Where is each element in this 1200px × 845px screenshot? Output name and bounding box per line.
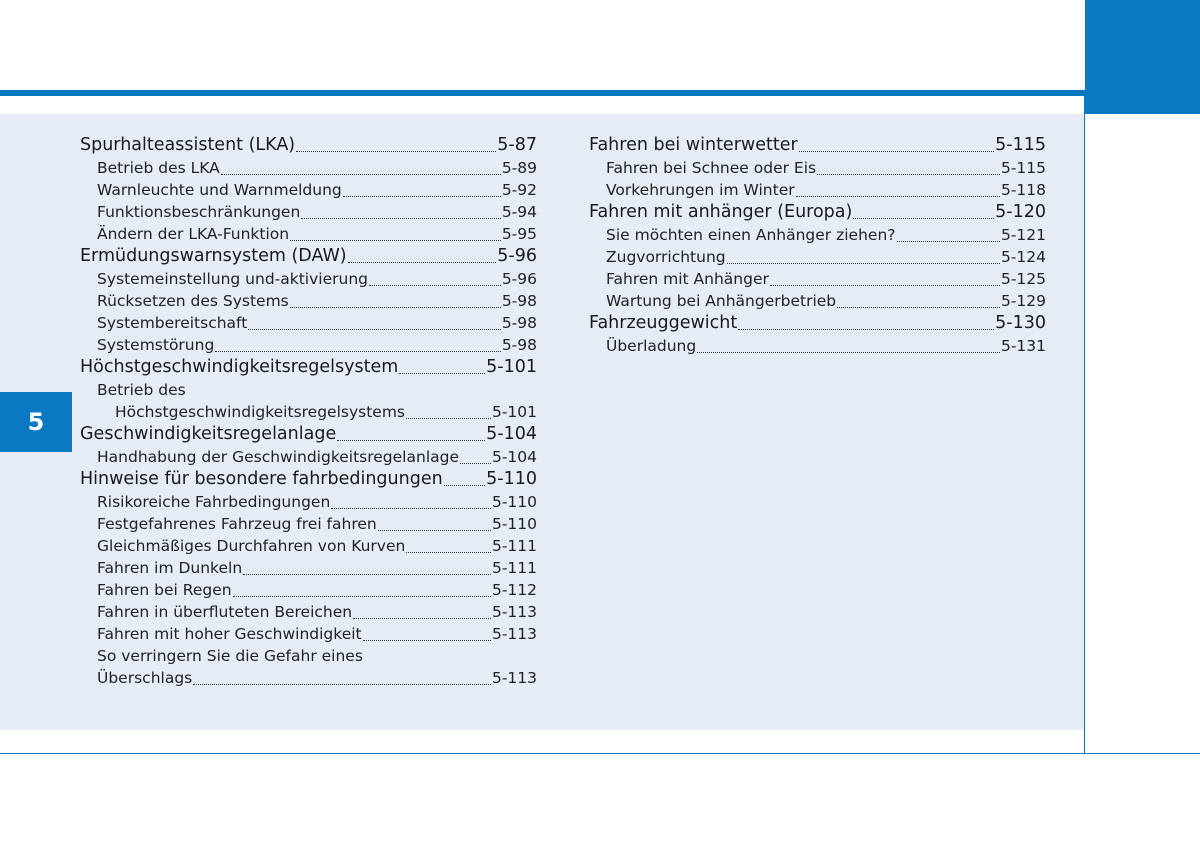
toc-entry-title: Funktionsbeschränkungen bbox=[97, 203, 301, 221]
toc-page-number: 5-115 bbox=[1000, 159, 1046, 177]
toc-entry-title: Warnleuchte und Warnmeldung bbox=[97, 181, 342, 199]
toc-entry-title: Geschwindigkeitsregelanlage bbox=[80, 424, 337, 444]
toc-page-number: 5-113 bbox=[491, 669, 537, 687]
dot-leader bbox=[363, 639, 491, 641]
dot-leader bbox=[248, 328, 501, 330]
dot-leader bbox=[301, 217, 501, 219]
toc-entry-title: Fahren mit hoher Geschwindigkeit bbox=[97, 625, 362, 643]
toc-page-number: 5-104 bbox=[491, 448, 537, 466]
toc-subsection-entry[interactable] bbox=[80, 623, 537, 645]
dot-leader bbox=[343, 195, 501, 197]
toc-subsection-entry[interactable] bbox=[80, 535, 537, 557]
dot-leader bbox=[337, 439, 485, 441]
toc-entry-title: Vorkehrungen im Winter bbox=[606, 181, 795, 199]
dot-leader bbox=[770, 284, 1000, 286]
toc-entry-title: Gleichmäßiges Durchfahren von Kurven bbox=[97, 537, 406, 555]
toc-page-number: 5-96 bbox=[497, 246, 537, 266]
dot-leader bbox=[817, 173, 1000, 175]
toc-subsection-entry[interactable] bbox=[80, 268, 537, 290]
toc-subsection-entry[interactable] bbox=[80, 491, 537, 513]
toc-page-number: 5-104 bbox=[486, 424, 537, 444]
dot-leader bbox=[460, 462, 491, 464]
toc-entry-title: Ermüdungswarnsystem (DAW) bbox=[80, 246, 347, 266]
margin-divider bbox=[1084, 96, 1085, 754]
toc-subsection-entry[interactable] bbox=[80, 667, 537, 689]
toc-entry-title: Höchstgeschwindigkeitsregelsystem bbox=[80, 357, 399, 377]
chapter-header-block bbox=[1085, 0, 1200, 114]
toc-page-number: 5-89 bbox=[501, 159, 537, 177]
dot-leader bbox=[193, 683, 491, 685]
toc-subsection-entry[interactable] bbox=[80, 334, 537, 356]
toc-entry-title: Überladung bbox=[606, 337, 697, 355]
toc-subsection-entry[interactable] bbox=[80, 157, 537, 179]
toc-subsection-entry[interactable] bbox=[80, 601, 537, 623]
toc-subsection-entry[interactable] bbox=[80, 201, 537, 223]
toc-page-number: 5-101 bbox=[486, 357, 537, 377]
dot-leader bbox=[444, 484, 485, 486]
dot-leader bbox=[799, 150, 994, 152]
toc-entry-title: Systemstörung bbox=[97, 336, 215, 354]
toc-page-number: 5-98 bbox=[501, 336, 537, 354]
dot-leader bbox=[290, 239, 501, 241]
toc-page-number: 5-125 bbox=[1000, 270, 1046, 288]
dot-leader bbox=[406, 551, 491, 553]
toc-section-entry[interactable] bbox=[589, 134, 1046, 157]
toc-subsection-entry[interactable] bbox=[80, 446, 537, 468]
toc-subsection-entry[interactable] bbox=[80, 223, 537, 245]
toc-page-number: 5-124 bbox=[1000, 248, 1046, 266]
toc-page-number: 5-110 bbox=[491, 515, 537, 533]
dot-leader bbox=[378, 529, 491, 531]
toc-entry-title: Fahrzeuggewicht bbox=[589, 313, 738, 333]
chapter-tab: 5 bbox=[0, 392, 72, 452]
toc-subsection-entry[interactable] bbox=[589, 157, 1046, 179]
toc-page-number: 5-129 bbox=[1000, 292, 1046, 310]
toc-subsection-entry[interactable] bbox=[80, 312, 537, 334]
dot-leader bbox=[296, 150, 496, 152]
toc-page-number: 5-130 bbox=[995, 313, 1046, 333]
toc-subsection-entry[interactable] bbox=[589, 335, 1046, 357]
toc-page-number: 5-131 bbox=[1000, 337, 1046, 355]
toc-page-number: 5-98 bbox=[501, 292, 537, 310]
toc-page-number: 5-120 bbox=[995, 202, 1046, 222]
dot-leader bbox=[897, 240, 1000, 242]
toc-entry-title: Spurhalteassistent (LKA) bbox=[80, 135, 296, 155]
toc-subsection-entry[interactable] bbox=[589, 268, 1046, 290]
toc-subsection-entry[interactable] bbox=[589, 224, 1046, 246]
dot-leader bbox=[697, 351, 1000, 353]
toc-entry-title: Hinweise für besondere fahrbedingungen bbox=[80, 469, 443, 489]
toc-page-number: 5-98 bbox=[501, 314, 537, 332]
dot-leader bbox=[331, 507, 491, 509]
dot-leader bbox=[233, 595, 491, 597]
toc-page-number: 5-110 bbox=[486, 469, 537, 489]
toc-page-number: 5-112 bbox=[491, 581, 537, 599]
toc-subsection-entry[interactable] bbox=[80, 401, 537, 423]
toc-section-entry[interactable] bbox=[80, 423, 537, 446]
toc-page-number: 5-96 bbox=[501, 270, 537, 288]
toc-section-entry[interactable] bbox=[80, 245, 537, 268]
toc-entry-title: Risikoreiche Fahrbedingungen bbox=[97, 493, 331, 511]
toc-entry-heading-continued[interactable]: Betrieb des bbox=[97, 381, 186, 399]
margin-panel bbox=[1085, 114, 1200, 730]
footer-rule bbox=[0, 753, 1200, 754]
toc-entry-title: Sie möchten einen Anhänger ziehen? bbox=[606, 226, 896, 244]
dot-leader bbox=[399, 372, 485, 374]
toc-subsection-entry[interactable] bbox=[589, 179, 1046, 201]
toc-entry-title: Zugvorrichtung bbox=[606, 248, 726, 266]
toc-page-number: 5-94 bbox=[501, 203, 537, 221]
dot-leader bbox=[727, 262, 1000, 264]
toc-page-number: 5-115 bbox=[995, 135, 1046, 155]
toc-entry-title: Handhabung der Geschwindigkeitsregelanlage bbox=[97, 448, 459, 466]
toc-entry-title: Wartung bei Anhängerbetrieb bbox=[606, 292, 837, 310]
toc-entry-title: Systembereitschaft bbox=[97, 314, 248, 332]
toc-entry-title: Überschlags bbox=[97, 669, 193, 687]
toc-entry-title: Fahren mit anhänger (Europa) bbox=[589, 202, 853, 222]
toc-subsection-entry[interactable] bbox=[589, 290, 1046, 312]
toc-entry-heading-continued[interactable]: So verringern Sie die Gefahr eines bbox=[97, 647, 363, 665]
toc-page-number: 5-92 bbox=[501, 181, 537, 199]
header-bar bbox=[0, 90, 1085, 96]
toc-page-number: 5-110 bbox=[491, 493, 537, 511]
dot-leader bbox=[290, 306, 501, 308]
toc-entry-title: Fahren im Dunkeln bbox=[97, 559, 243, 577]
dot-leader bbox=[837, 306, 1000, 308]
toc-page-number: 5-121 bbox=[1000, 226, 1046, 244]
dot-leader bbox=[853, 217, 994, 219]
toc-page-number: 5-113 bbox=[491, 603, 537, 621]
toc-entry-title: Systemeinstellung und-aktivierung bbox=[97, 270, 368, 288]
toc-subsection-entry[interactable] bbox=[80, 557, 537, 579]
dot-leader bbox=[406, 417, 491, 419]
dot-leader bbox=[348, 261, 497, 263]
toc-entry-title: Festgefahrenes Fahrzeug frei fahren bbox=[97, 515, 377, 533]
dot-leader bbox=[215, 350, 501, 352]
dot-leader bbox=[221, 173, 501, 175]
toc-entry-title: Fahren bei Schnee oder Eis bbox=[606, 159, 817, 177]
toc-subsection-entry[interactable] bbox=[80, 579, 537, 601]
dot-leader bbox=[243, 573, 491, 575]
toc-section-entry[interactable] bbox=[80, 356, 537, 379]
toc-page-number: 5-95 bbox=[501, 225, 537, 243]
toc-subsection-entry[interactable] bbox=[589, 246, 1046, 268]
toc-page-number: 5-87 bbox=[497, 135, 537, 155]
toc-subsection-entry[interactable] bbox=[80, 513, 537, 535]
toc-page-number: 5-113 bbox=[491, 625, 537, 643]
dot-leader bbox=[738, 328, 994, 330]
toc-page-number: 5-111 bbox=[491, 559, 537, 577]
toc-section-entry[interactable] bbox=[80, 134, 537, 157]
toc-section-entry[interactable] bbox=[589, 312, 1046, 335]
dot-leader bbox=[353, 617, 491, 619]
toc-subsection-entry[interactable] bbox=[80, 179, 537, 201]
toc-entry-title: Ändern der LKA-Funktion bbox=[97, 225, 290, 243]
dot-leader bbox=[796, 195, 1000, 197]
toc-page-number: 5-101 bbox=[491, 403, 537, 421]
toc-section-entry[interactable] bbox=[80, 468, 537, 491]
toc-subsection-entry[interactable] bbox=[80, 290, 537, 312]
toc-page-number: 5-111 bbox=[491, 537, 537, 555]
toc-entry-title: Fahren in überfluteten Bereichen bbox=[97, 603, 353, 621]
toc-entry-title: Rücksetzen des Systems bbox=[97, 292, 289, 310]
toc-entry-title: Höchstgeschwindigkeitsregelsystems bbox=[115, 403, 406, 421]
toc-section-entry[interactable] bbox=[589, 201, 1046, 224]
toc-entry-title: Betrieb des LKA bbox=[97, 159, 220, 177]
dot-leader bbox=[369, 284, 501, 286]
toc-right-column bbox=[589, 134, 1046, 357]
toc-page-number: 5-118 bbox=[1000, 181, 1046, 199]
toc-entry-title: Fahren mit Anhänger bbox=[606, 270, 769, 288]
toc-entry-title: Fahren bei winterwetter bbox=[589, 135, 798, 155]
toc-left-column bbox=[80, 134, 537, 689]
toc-entry-title: Fahren bei Regen bbox=[97, 581, 232, 599]
